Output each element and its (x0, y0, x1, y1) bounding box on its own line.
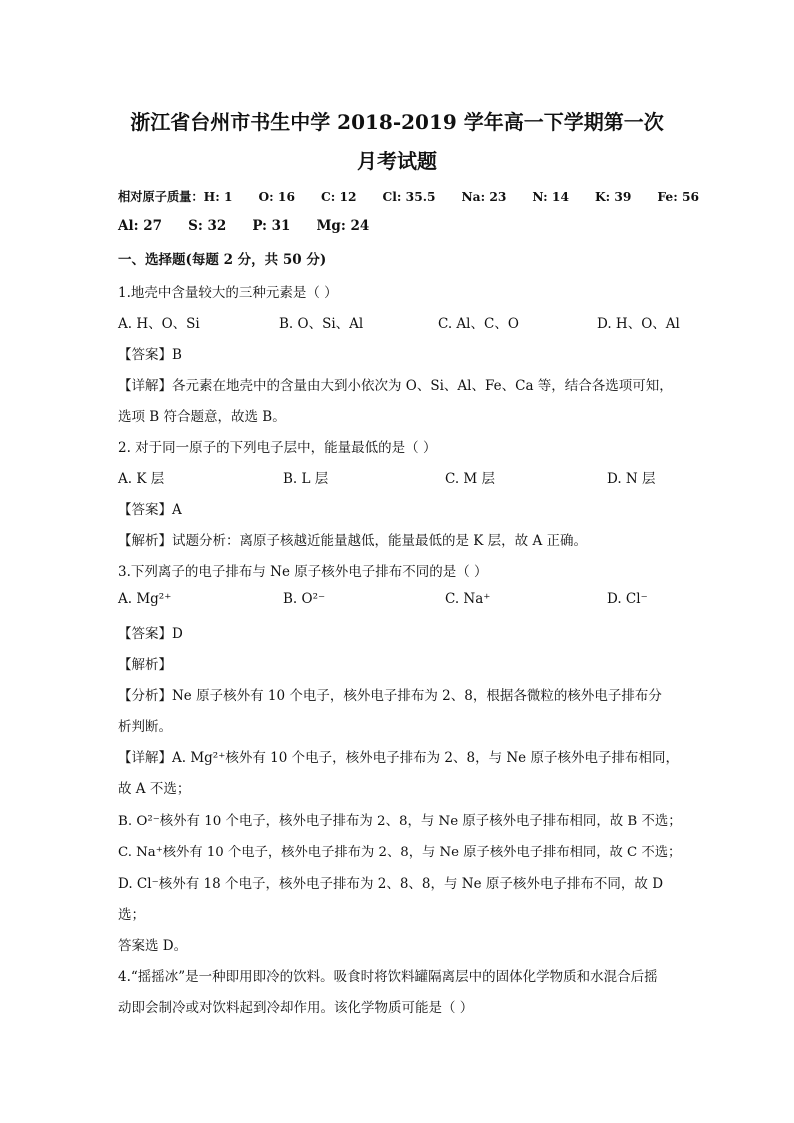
atomic-mass-item: Na: 23 (461, 190, 507, 204)
question-2-option-d: D. N 层 (607, 471, 656, 487)
document-title-line-1: 浙江省台州市书生中学 2018-2019 学年高一下学期第一次 (130, 110, 664, 134)
atomic-mass-item: Mg: 24 (316, 218, 370, 234)
question-3-jiexi-label: 【解析】 (118, 657, 172, 673)
question-1-option-c: C. Al、C、O (438, 316, 519, 332)
question-2-option-b: B. L 层 (283, 471, 329, 487)
question-3-option-a: A. Mg²⁺ (118, 591, 172, 607)
question-1-option-a: A. H、O、Si (118, 316, 200, 332)
atomic-mass-item: N: 14 (532, 190, 569, 204)
question-3-answer: 【答案】D (118, 626, 183, 642)
document-title-line-2: 月考试题 (357, 149, 437, 173)
question-4-stem-cont: 动即会制冷或对饮料起到冷却作用。该化学物质可能是（ ） (118, 1000, 474, 1016)
question-3-detail-c: C. Na⁺核外有 10 个电子，核外电子排布为 2、8，与 Ne 原子核外电子排布相同，故 C 不选； (118, 845, 682, 860)
question-3-analysis-cont: 析判断。 (118, 719, 172, 735)
question-4-stem: 4.“摇摇冰”是一种即用即冷的饮料。吸食时将饮料罐隔离层中的固体化学物质和水混合后摇 (118, 969, 658, 985)
atomic-mass-item: Fe: 56 (657, 190, 700, 204)
atomic-mass-row-1 (118, 187, 699, 205)
question-1-explanation-cont: 选项 B 符合题意，故选 B。 (118, 409, 286, 425)
atomic-mass-item: Al: 27 (118, 218, 163, 234)
question-3-detail-a-cont: 故 A 不选； (118, 781, 191, 797)
question-2-stem: 2. 对于同一原子的下列电子层中，能量最低的是（ ） (118, 440, 437, 456)
question-3-option-b: B. O²⁻ (283, 591, 326, 607)
question-2-option-a: A. K 层 (118, 471, 165, 487)
section-heading: 一、选择题(每题 2 分，共 50 分) (118, 252, 327, 268)
question-3-option-c: C. Na⁺ (445, 591, 491, 607)
question-3-analysis: 【分析】Ne 原子核外有 10 个电子，核外电子排布为 2、8，根据各微粒的核外电子排布分 (118, 688, 662, 704)
question-3-detail-d: D. Cl⁻核外有 18 个电子，核外电子排布为 2、8、8，与 Ne 原子核外电子排布不同，故 D (118, 876, 664, 892)
atomic-mass-row-2 (118, 218, 369, 234)
atomic-mass-item: S: 32 (188, 218, 227, 234)
question-2-answer: 【答案】A (118, 502, 182, 518)
question-1-option-d: D. H、O、Al (597, 316, 680, 332)
atomic-mass-item: 相对原子质量：H: 1 (118, 190, 233, 204)
question-3-conclusion: 答案选 D。 (118, 938, 188, 954)
question-3-detail-b: B. O²⁻核外有 10 个电子，核外电子排布为 2、8，与 Ne 原子核外电子排布相同，故 B 不选； (118, 814, 682, 829)
question-2-option-c: C. M 层 (445, 471, 496, 487)
question-1-stem: 1.地壳中含量较大的三种元素是（ ） (118, 285, 338, 301)
question-1-explanation: 【详解】各元素在地壳中的含量由大到小依次为 O、Si、Al、Fe、Ca 等，结合各选项可知， (118, 378, 673, 394)
question-3-option-d: D. Cl⁻ (607, 591, 648, 607)
atomic-mass-item: P: 31 (252, 218, 291, 234)
atomic-mass-item: Cl: 35.5 (382, 190, 436, 204)
atomic-mass-item: O: 16 (258, 190, 295, 204)
atomic-mass-item: C: 12 (320, 190, 357, 204)
question-2-explanation: 【解析】试题分析：离原子核越近能量越低，能量最低的是 K 层，故 A 正确。 (118, 533, 587, 549)
atomic-mass-item: K: 39 (594, 190, 632, 204)
question-1-answer: 【答案】B (118, 347, 182, 363)
question-3-detail-d-cont: 选； (118, 907, 145, 923)
question-1-option-b: B. O、Si、Al (279, 316, 364, 332)
question-3-stem: 3.下列离子的电子排布与 Ne 原子核外电子排布不同的是（ ） (118, 564, 488, 580)
question-3-detail-a: 【详解】A. Mg²⁺核外有 10 个电子，核外电子排布为 2、8，与 Ne 原子核外电子排布相同， (118, 750, 679, 766)
